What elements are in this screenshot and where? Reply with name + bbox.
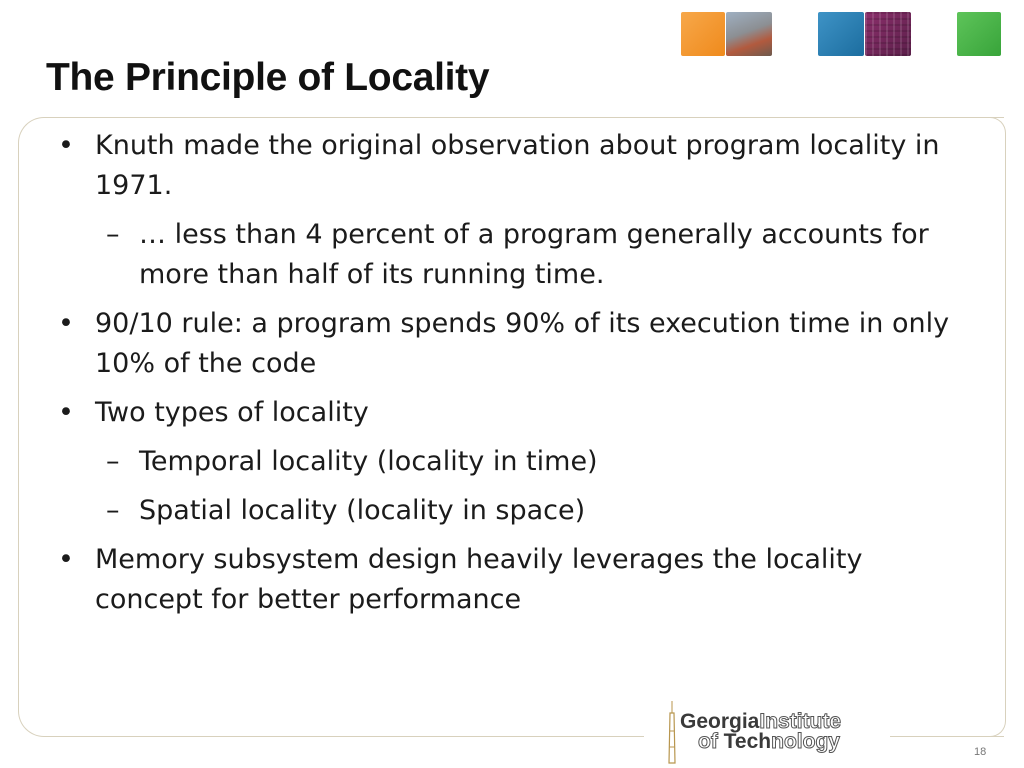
bullet-item xyxy=(58,126,978,206)
logo-of: of xyxy=(698,730,724,753)
georgia-tech-logo xyxy=(680,712,841,752)
logo-line-2 xyxy=(680,732,841,752)
sub-bullet-text: … less than 4 percent of a program generally accounts for more than half of its running time. xyxy=(139,219,929,290)
decor-circuit-photo xyxy=(865,12,911,56)
dash-marker: – xyxy=(106,495,120,526)
dash-marker: – xyxy=(106,446,120,477)
sub-bullet-item xyxy=(58,442,978,482)
sub-bullet-item xyxy=(58,215,978,295)
decor-orange-square xyxy=(681,12,725,56)
bullet-text: 90/10 rule: a program spends 90% of its execution time in only 10% of the code xyxy=(95,308,950,379)
tech-tower-icon xyxy=(665,701,679,765)
bullet-marker: • xyxy=(58,308,74,339)
bullet-text: Knuth made the original observation about program locality in 1971. xyxy=(95,130,940,201)
logo-tech: Tech xyxy=(723,730,772,753)
sub-bullet-item xyxy=(58,491,978,531)
sub-bullet-text: Temporal locality (locality in time) xyxy=(139,446,598,477)
bullet-marker: • xyxy=(58,397,74,428)
decor-green-square xyxy=(957,12,1001,56)
logo-georgia: Georgia xyxy=(680,710,760,733)
logo-line-1 xyxy=(680,712,841,732)
bullet-marker: • xyxy=(58,130,74,161)
content-frame-edge xyxy=(990,117,1006,737)
bullet-text: Two types of locality xyxy=(95,397,369,428)
sub-bullet-text: Spatial locality (locality in space) xyxy=(139,495,586,526)
dash-marker: – xyxy=(106,219,120,250)
bullet-item xyxy=(58,540,978,620)
bullet-marker: • xyxy=(58,544,74,575)
bullet-item xyxy=(58,393,978,433)
logo-nology: nology xyxy=(771,730,840,753)
bullet-list xyxy=(58,126,978,629)
bullet-text: Memory subsystem design heavily leverages the locality concept for better performance xyxy=(95,544,863,615)
logo-institute: Institute xyxy=(759,710,842,733)
slide-title: The Principle of Locality xyxy=(46,56,490,99)
page-number: 18 xyxy=(974,746,987,758)
bullet-item xyxy=(58,304,978,384)
decor-campus-photo xyxy=(726,12,772,56)
decor-blue-square xyxy=(818,12,864,56)
